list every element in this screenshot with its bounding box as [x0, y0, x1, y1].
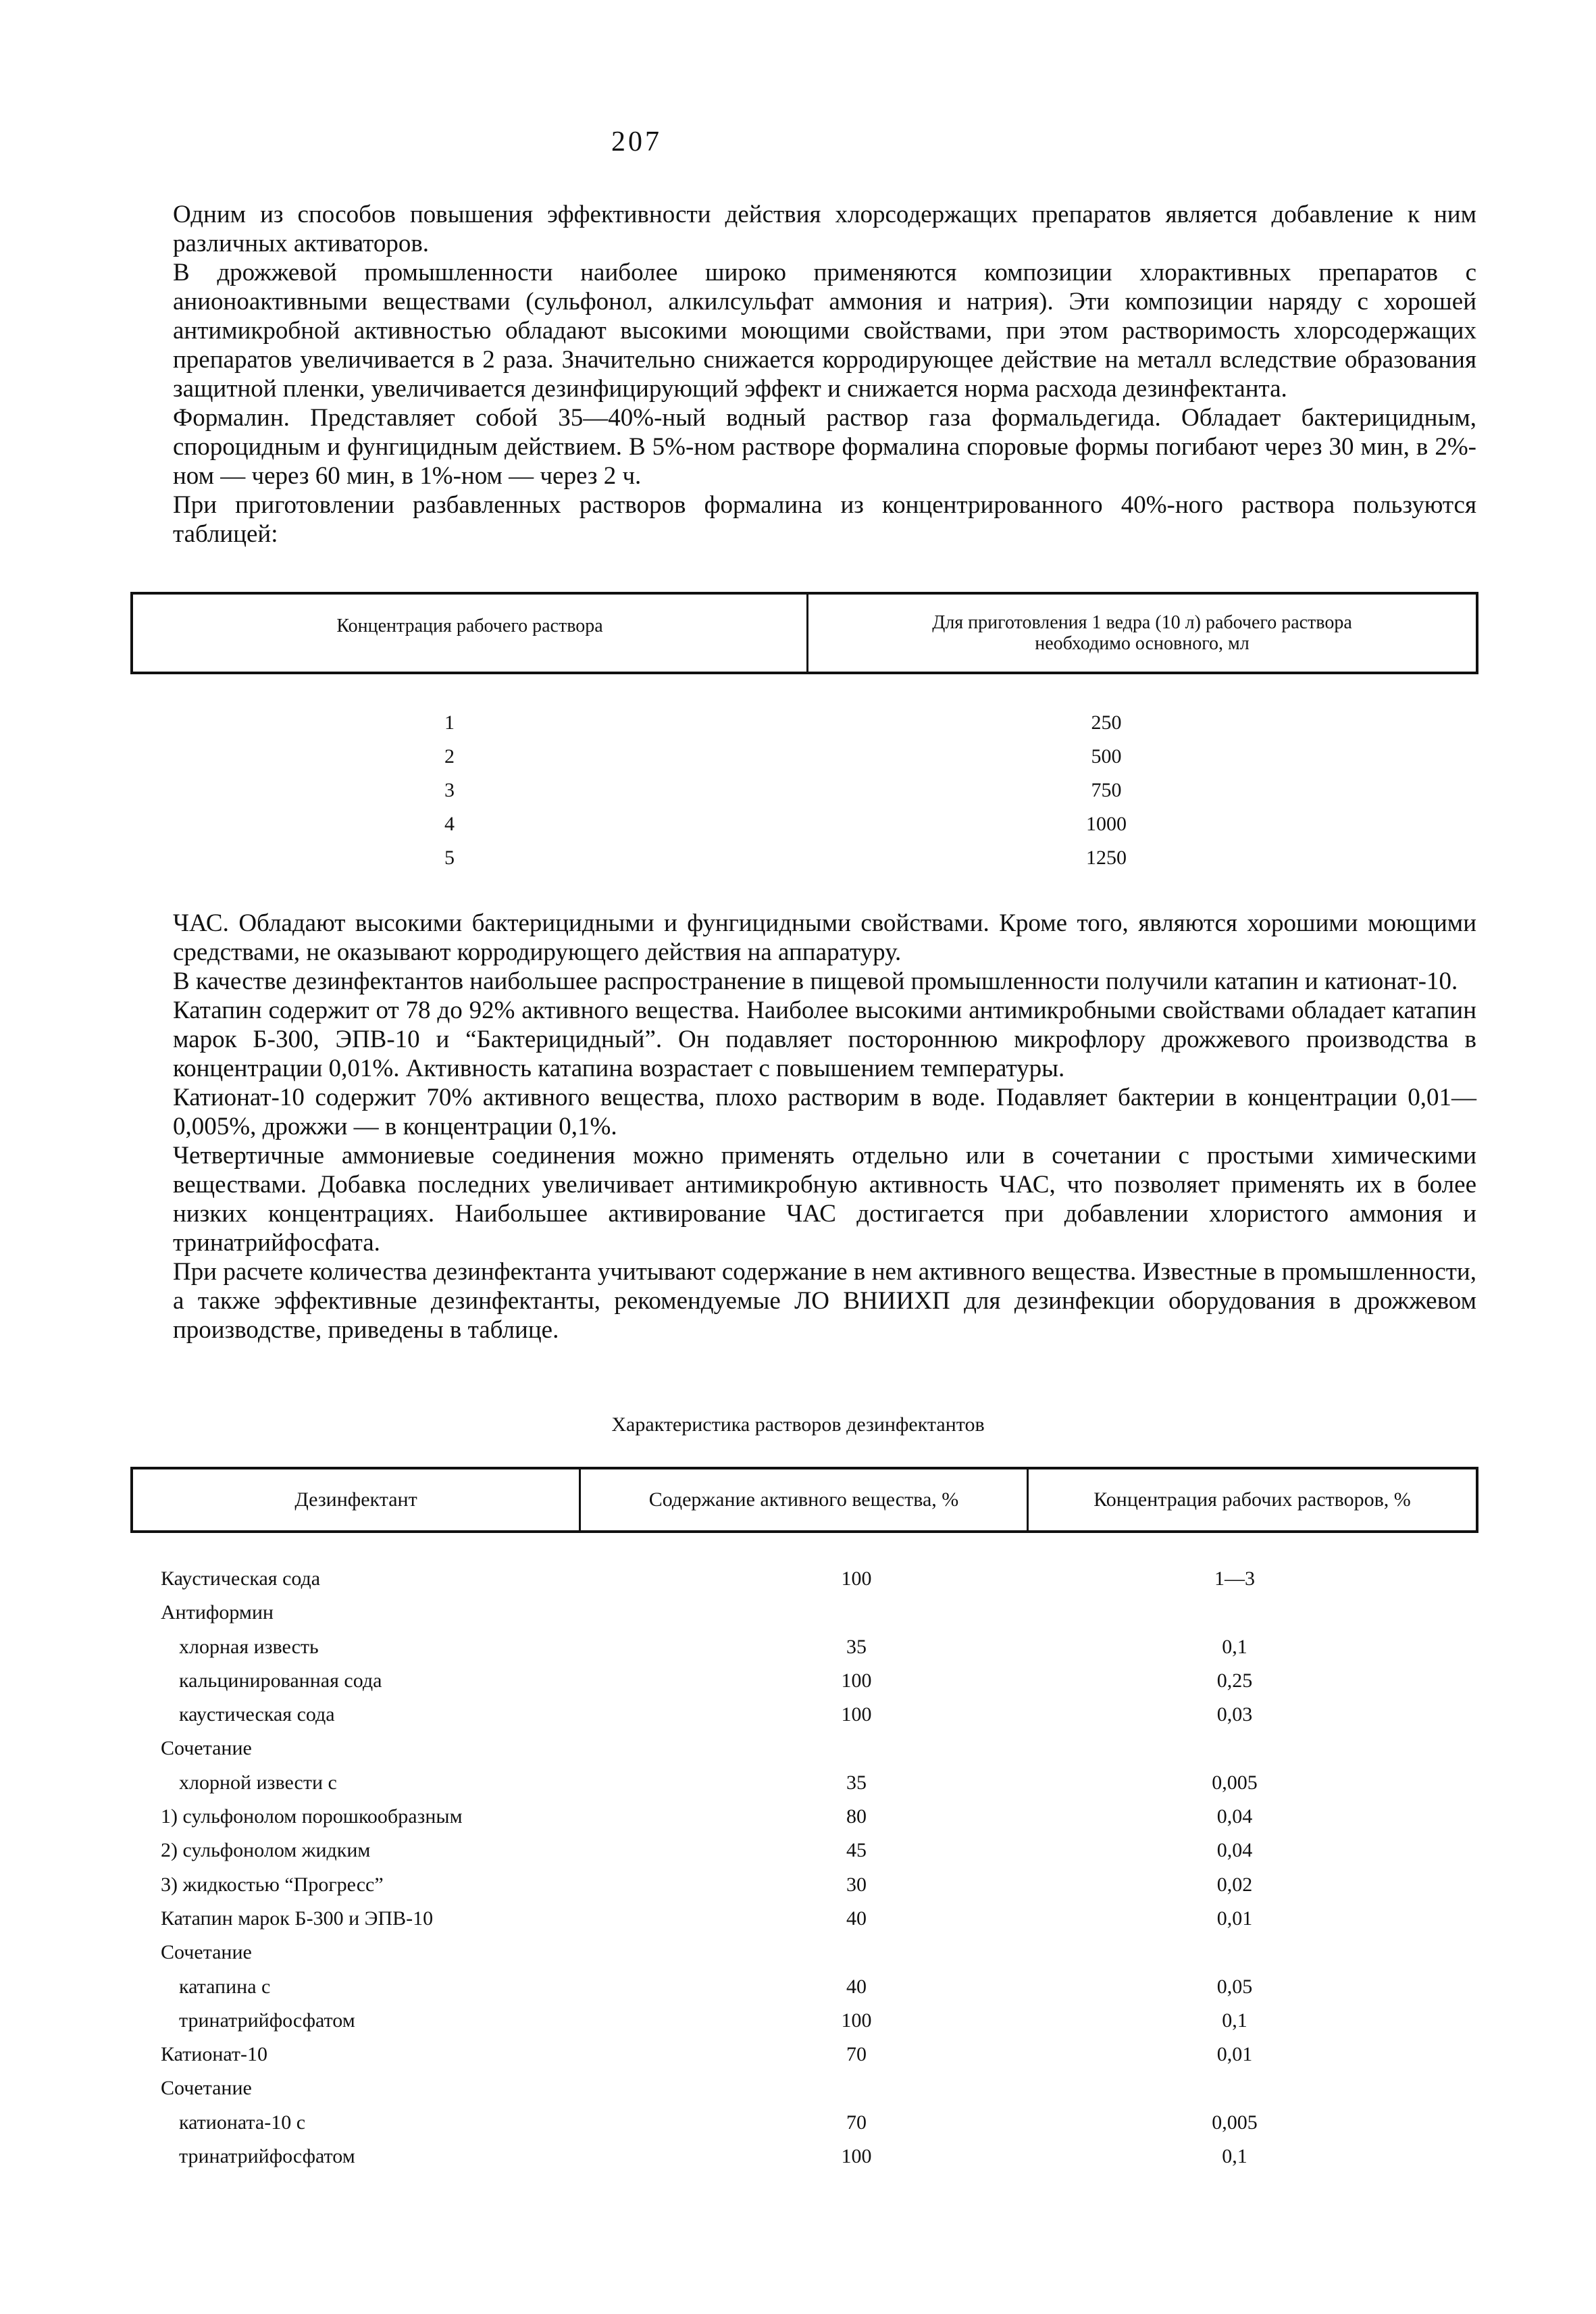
table1-header — [130, 592, 1478, 674]
table2-cell-name: кальцинированная сода — [179, 1669, 382, 1692]
page-number: 207 — [611, 126, 662, 157]
table-row — [130, 847, 1478, 880]
table1-cell-conc: 1 — [444, 711, 455, 734]
table-row — [130, 1703, 1478, 1737]
table1-cell-conc: 2 — [444, 745, 455, 768]
table2-header-col1: Дезинфектант — [133, 1469, 581, 1530]
paragraph: В дрожжевой промышленности наиболее широко применяются композиции хлорактивных препаратов с анионоактивными веществами (сульфонол, алкилсульфат аммония и натрия). Эти композиции наряду с хорошей антимикробной активностью обладают высокими моющими свойствами, при этом растворимость хлорсодержащих препаратов увеличивается в 2 раза. Значительно снижается корродирующее действие на металл вследствие образования защитной пленки, увеличивается дезинфицирующий эффект и снижается норма расхода дезинфектанта. — [173, 259, 1476, 403]
table2-cell-name: Антиформин — [161, 1601, 274, 1624]
table1-cell-ml: 750 — [1091, 779, 1122, 801]
table1-cell-conc: 5 — [444, 847, 455, 869]
table-row — [130, 745, 1478, 779]
table2-cell-name: тринатрийфосфатом — [179, 2009, 355, 2032]
table2-cell-active: 80 — [846, 1805, 867, 1828]
paragraph: Формалин. Представляет собой 35—40%-ный водный раствор газа формальдегида. Обладает бактерицидным, спороцидным и фунгицидным действием. В 5%-ном растворе формалина споровые формы погибают через 30 мин, в 2%-ном — через 60 мин, в 1%-ном — через 2 ч. — [173, 404, 1476, 490]
table1-cell-conc: 4 — [444, 813, 455, 835]
table2-cell-conc: 0,1 — [1222, 2145, 1247, 2168]
table-row — [130, 1737, 1478, 1771]
table2-cell-name: 3) жидкостью “Прогресс” — [161, 1873, 384, 1896]
body-text-bottom — [173, 909, 1476, 1344]
table2-cell-conc: 0,03 — [1216, 1703, 1253, 1726]
table2-cell-name: катапина с — [179, 1975, 271, 1998]
table-row — [130, 711, 1478, 745]
table2-cell-name: каустическая сода — [179, 1703, 335, 1726]
table2-cell-conc: 0,02 — [1216, 1873, 1253, 1896]
table-row — [130, 2043, 1478, 2077]
table1-cell-ml: 250 — [1091, 711, 1122, 734]
table-row — [130, 1907, 1478, 1941]
table1-header-col2-line1: Для приготовления 1 ведра (10 л) рабочего раствора — [932, 612, 1352, 633]
table2-cell-name: хлорная известь — [179, 1635, 319, 1658]
table-row — [130, 1873, 1478, 1907]
paragraph: При приготовлении разбавленных растворов формалина из концентрированного 40%-ного раствора пользуются таблицей: — [173, 491, 1476, 548]
table-row — [130, 813, 1478, 847]
table2-cell-conc: 0,005 — [1212, 1771, 1258, 1794]
paragraph: При расчете количества дезинфектанта учитывают содержание в нем активного вещества. Известные в промышленности, а также эффективные дезинфектанты, рекомендуемые ЛО ВНИИХП для дезинфекции оборудования в дрожжевом производстве, приведены в таблице. — [173, 1258, 1476, 1344]
table2-caption: Характеристика растворов дезинфектантов — [611, 1413, 985, 1436]
table2-cell-active: 100 — [841, 2009, 872, 2032]
table-row — [130, 1976, 1478, 2009]
paragraph: Катионат-10 содержит 70% активного вещества, плохо растворим в воде. Подавляет бактерии в концентрации 0,01—0,005%, дрожжи — в концентрации 0,1%. — [173, 1084, 1476, 1140]
table2-cell-active: 70 — [846, 2043, 867, 2066]
table-row — [130, 779, 1478, 813]
table2-cell-active: 35 — [846, 1771, 867, 1794]
table-row — [130, 1601, 1478, 1635]
table2-cell-active: 40 — [846, 1975, 867, 1998]
table2-header — [130, 1467, 1478, 1533]
table2-cell-active: 100 — [841, 1567, 872, 1590]
table2-cell-name: катионата-10 с — [179, 2111, 306, 2134]
table2-cell-active: 35 — [846, 1635, 867, 1658]
table2-cell-name: Сочетание — [161, 1737, 252, 1760]
table-row — [130, 1669, 1478, 1703]
table2-cell-conc: 0,04 — [1216, 1839, 1253, 1862]
table2-cell-conc: 1—3 — [1214, 1567, 1255, 1590]
table1-header-col2-line2: необходимо основного, мл — [1035, 633, 1250, 654]
table2-cell-conc: 0,25 — [1216, 1669, 1253, 1692]
table-row — [130, 2009, 1478, 2043]
table2-cell-conc: 0,04 — [1216, 1805, 1253, 1828]
table2-cell-name: Сочетание — [161, 2077, 252, 2100]
paragraph: ЧАС. Обладают высокими бактерицидными и фунгицидными свойствами. Кроме того, являются хорошими моющими средствами, не оказывают корродирующего действия на аппаратуру. — [173, 909, 1476, 966]
paragraph: Четвертичные аммониевые соединения можно применять отдельно или в сочетании с простыми химическими веществами. Добавка последних увеличивает антимикробную активность ЧАС, что позволяет применять их в более низких концентрациях. Наибольшее активирование ЧАС достигается при добавлении хлористого аммония и тринатрийфосфата. — [173, 1142, 1476, 1257]
table-row — [130, 2145, 1478, 2179]
table1-header-col2 — [808, 595, 1476, 672]
table2-header-col3: Концентрация рабочих растворов, % — [1093, 1488, 1411, 1511]
table1-cell-conc: 3 — [444, 779, 455, 801]
table-row — [130, 1839, 1478, 1873]
table-row — [130, 1567, 1478, 1601]
table-row — [130, 1941, 1478, 1975]
table2-cell-conc: 0,01 — [1216, 2043, 1253, 2066]
table2-cell-active: 100 — [841, 2145, 872, 2168]
table1-cell-ml: 500 — [1091, 745, 1122, 768]
table2-cell-name: Катапин марок Б-300 и ЭПВ-10 — [161, 1907, 434, 1930]
table2-cell-name: хлорной извести с — [179, 1771, 337, 1794]
table2-cell-active: 70 — [846, 2111, 867, 2134]
table2-cell-active: 100 — [841, 1703, 872, 1726]
table1-cell-ml: 1000 — [1086, 813, 1127, 835]
table2-cell-conc: 0,01 — [1216, 1907, 1253, 1930]
table2-cell-conc: 0,05 — [1216, 1975, 1253, 1998]
table2-body — [130, 1567, 1478, 2179]
paragraph: Одним из способов повышения эффективности действия хлорсодержащих препаратов является добавление к ним различных активаторов. — [173, 201, 1476, 257]
table2-header-col2: Содержание активного вещества, % — [581, 1469, 1029, 1530]
paragraph: В качестве дезинфектантов наибольшее распространение в пищевой промышленности получили катапин и катионат-10. — [173, 967, 1458, 995]
table-row — [130, 2077, 1478, 2111]
table2-cell-conc: 0,1 — [1222, 1635, 1247, 1658]
table-row — [130, 1805, 1478, 1839]
table2-cell-active: 40 — [846, 1907, 867, 1930]
table1-body — [130, 711, 1478, 880]
table2-cell-active: 100 — [841, 1669, 872, 1692]
table2-cell-name: Сочетание — [161, 1941, 252, 1964]
table2-cell-active: 30 — [846, 1873, 867, 1896]
table-row — [130, 1636, 1478, 1669]
table2-cell-name: тринатрийфосфатом — [179, 2145, 355, 2168]
table-row — [130, 1771, 1478, 1805]
table2-cell-conc: 0,1 — [1222, 2009, 1247, 2032]
table2-cell-conc: 0,005 — [1212, 2111, 1258, 2134]
table2-cell-name: Катионат-10 — [161, 2043, 268, 2066]
table-row — [130, 2111, 1478, 2145]
table2-cell-name: 2) сульфонолом жидким — [161, 1839, 371, 1862]
paragraph: Катапин содержит от 78 до 92% активного вещества. Наиболее высокими антимикробными свойствами обладает катапин марок Б-300, ЭПВ-10 и “Бактерицидный”. Он подавляет постороннюю микрофлору дрожжевого производства в концентрации 0,01%. Активность катапина возрастает с повышением температуры. — [173, 997, 1476, 1082]
table2-cell-active: 45 — [846, 1839, 867, 1862]
table2-cell-name: Каустическая сода — [161, 1567, 321, 1590]
table1-cell-ml: 1250 — [1086, 847, 1127, 869]
table1-header-col1: Концентрация рабочего раствора — [133, 595, 808, 672]
table2-cell-name: 1) сульфонолом порошкообразным — [161, 1805, 463, 1828]
body-text-top — [173, 200, 1476, 549]
